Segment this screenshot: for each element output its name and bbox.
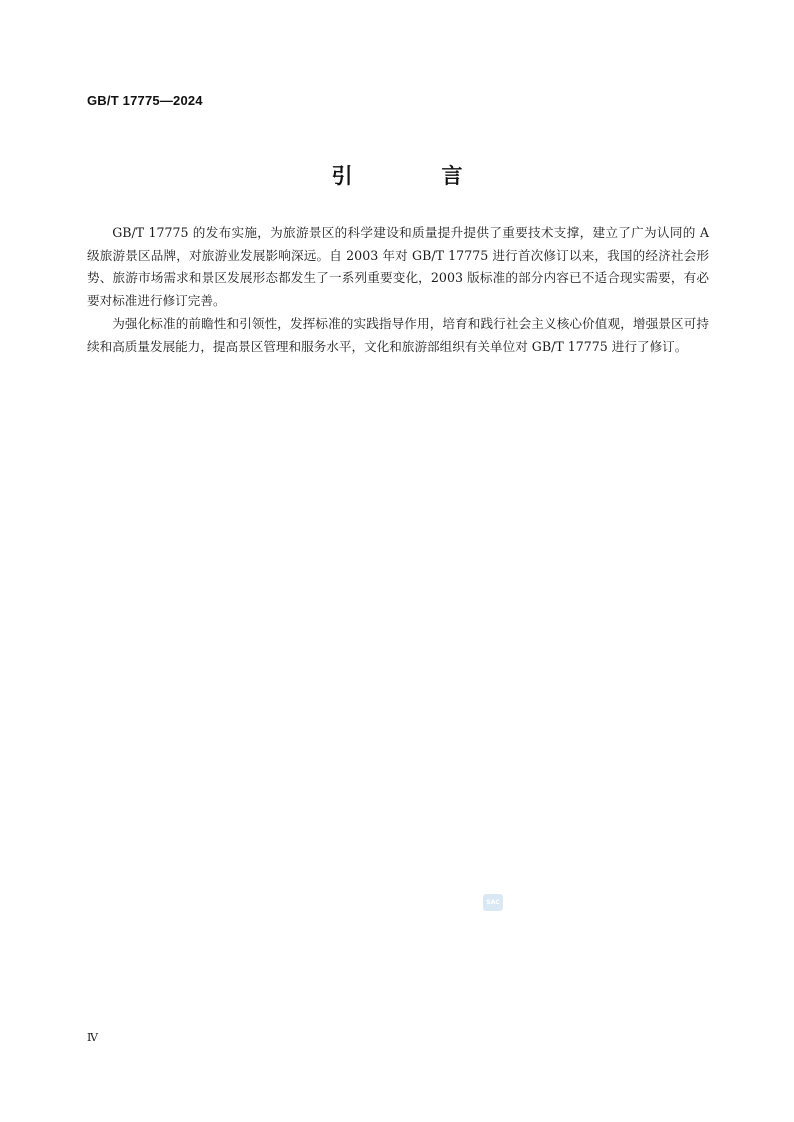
standard-number: GB/T 17775—2024 — [87, 93, 203, 108]
page-title: 引 言 — [331, 164, 497, 188]
watermark-logo-icon: SAC — [483, 894, 503, 911]
paragraph-2: 为强化标准的前瞻性和引领性，发挥标准的实践指导作用，培育和践行社会主义核心价值观，增强景区可持续和高质量发展能力，提高景区管理和服务水平，文化和旅游部组织有关单位对 GB/T 17775 进行了修订。 — [87, 315, 709, 354]
body-text — [87, 222, 709, 358]
page-number: Ⅳ — [87, 1031, 98, 1044]
paragraph-1: GB/T 17775 的发布实施，为旅游景区的科学建设和质量提升提供了重要技术支撑，建立了广为认同的 A 级旅游景区品牌，对旅游业发展影响深远。自 2003 年对 GB/T 17775 进行首次修订以来，我国的经济社会形势、旅游市场需求和景区发展形态都发生了一系列重要变化，2003 版标准的部分内容已不适合现实需要，有必要对标准进行修订完善。 — [87, 225, 709, 309]
